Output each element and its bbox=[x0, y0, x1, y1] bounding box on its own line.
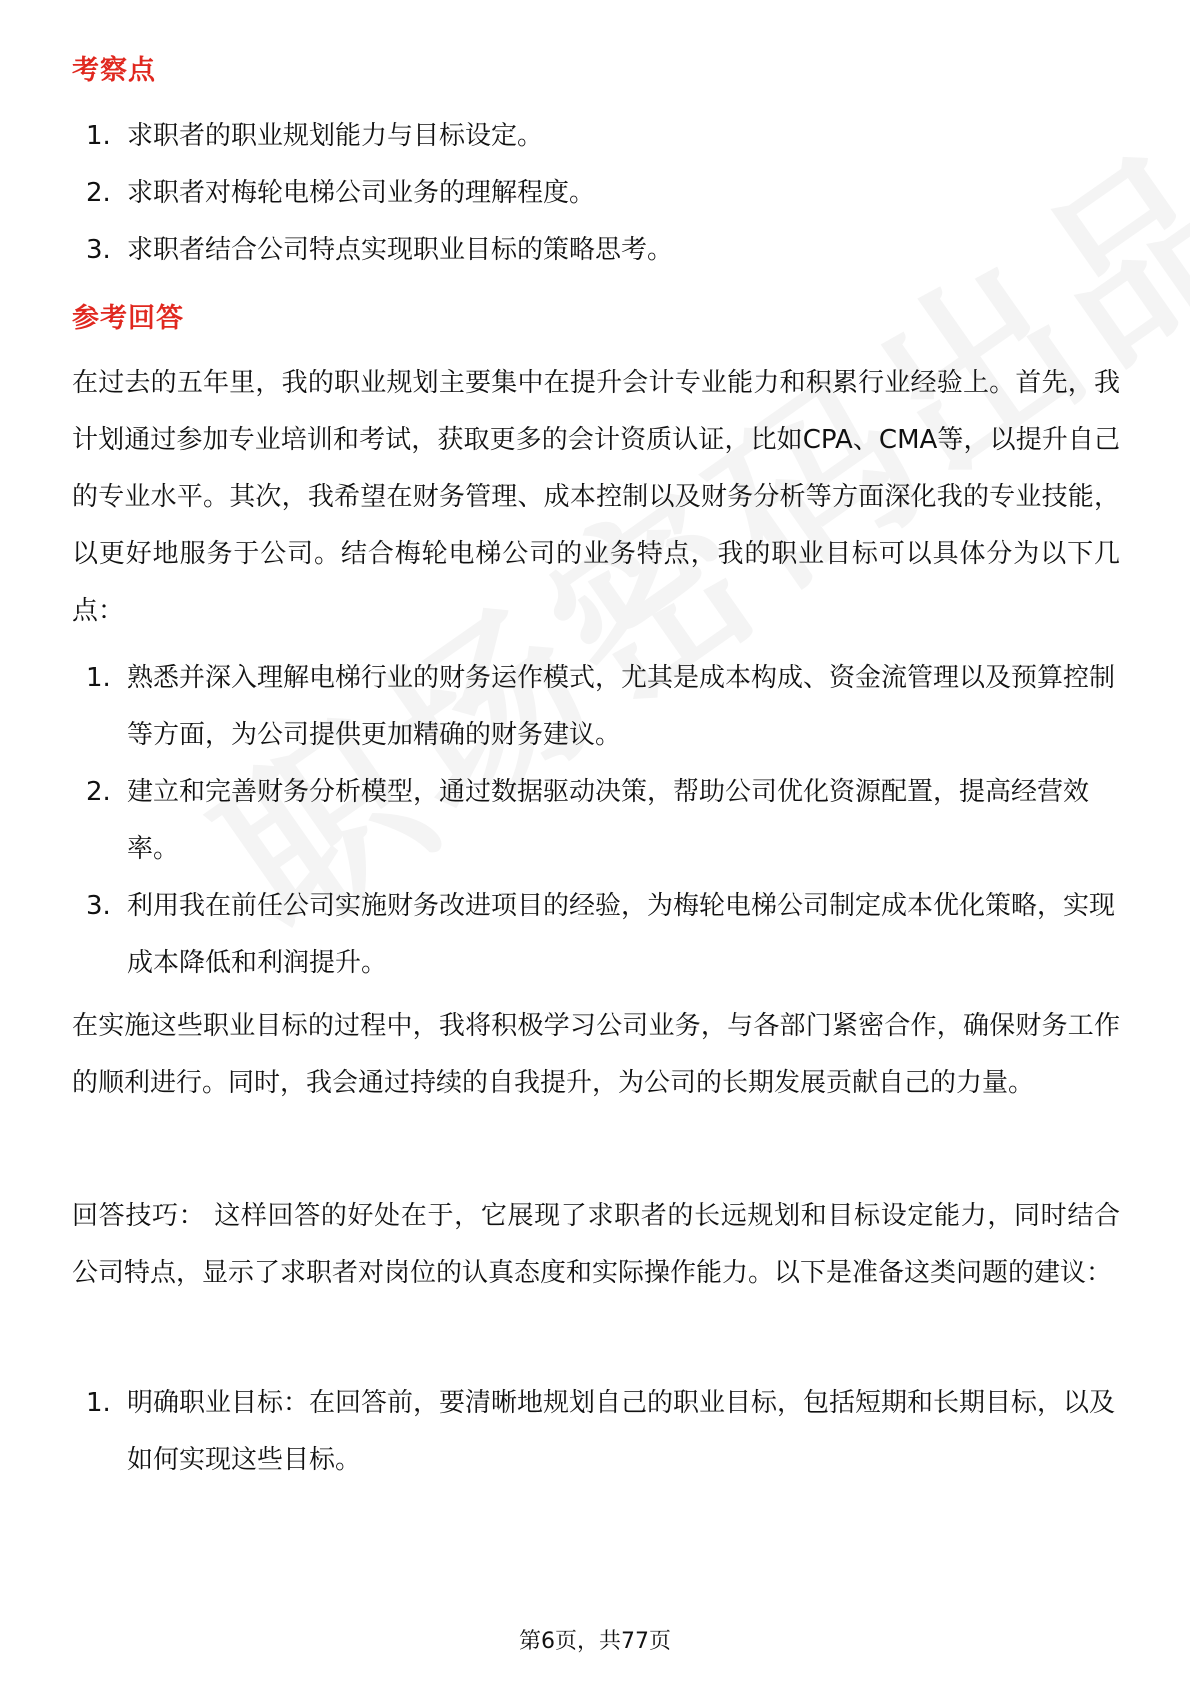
goal-list bbox=[72, 650, 1122, 992]
focus-list bbox=[72, 108, 1122, 279]
list-number: 3. bbox=[86, 891, 111, 921]
list-text: 求职者结合公司特点实现职业目标的策略思考。 bbox=[127, 235, 674, 265]
list-number: 2. bbox=[86, 777, 111, 807]
list-item bbox=[72, 108, 1122, 165]
tip-list bbox=[72, 1375, 1122, 1489]
list-number: 1. bbox=[86, 1388, 111, 1418]
list-number: 1. bbox=[86, 121, 111, 151]
list-text: 建立和完善财务分析模型，通过数据驱动决策，帮助公司优化资源配置，提高经营效率。 bbox=[127, 777, 1090, 864]
list-item bbox=[72, 878, 1122, 992]
list-item bbox=[72, 222, 1122, 279]
list-item bbox=[72, 650, 1122, 764]
answer-intro-paragraph: 在过去的五年里，我的职业规划主要集中在提升会计专业能力和积累行业经验上。首先，我计划通过参加专业培训和考试，获取更多的会计资质认证，比如CPA、CMA等，以提升自己的专业水平。其次，我希望在财务管理、成本控制以及财务分析等方面深化我的专业技能，以更好地服务于公司。结合梅轮电梯公司的业务特点，我的职业目标可以具体分为以下几点： bbox=[72, 368, 1120, 626]
list-text: 求职者对梅轮电梯公司业务的理解程度。 bbox=[127, 178, 596, 208]
page-footer: 第6页，共77页 bbox=[519, 1629, 671, 1654]
list-item bbox=[72, 764, 1122, 878]
list-number: 3. bbox=[86, 235, 111, 265]
list-item bbox=[72, 165, 1122, 222]
list-text: 利用我在前任公司实施财务改进项目的经验，为梅轮电梯公司制定成本优化策略，实现成本降低和利润提升。 bbox=[127, 891, 1116, 978]
list-text: 明确职业目标：在回答前，要清晰地规划自己的职业目标，包括短期和长期目标，以及如何实现这些目标。 bbox=[127, 1388, 1116, 1475]
tips-paragraph: 回答技巧： 这样回答的好处在于，它展现了求职者的长远规划和目标设定能力，同时结合公司特点，显示了求职者对岗位的认真态度和实际操作能力。以下是准备这类问题的建议： bbox=[72, 1201, 1120, 1288]
list-item bbox=[72, 1375, 1122, 1489]
answer-closing-paragraph: 在实施这些职业目标的过程中，我将积极学习公司业务，与各部门紧密合作，确保财务工作的顺利进行。同时，我会通过持续的自我提升，为公司的长期发展贡献自己的力量。 bbox=[72, 1011, 1120, 1098]
list-text: 熟悉并深入理解电梯行业的财务运作模式，尤其是成本构成、资金流管理以及预算控制等方面，为公司提供更加精确的财务建议。 bbox=[127, 663, 1116, 750]
answer-heading: 参考回答 bbox=[72, 303, 184, 334]
focus-heading: 考察点 bbox=[72, 55, 156, 86]
list-number: 2. bbox=[86, 178, 111, 208]
list-text: 求职者的职业规划能力与目标设定。 bbox=[127, 121, 544, 151]
list-number: 1. bbox=[86, 663, 111, 693]
